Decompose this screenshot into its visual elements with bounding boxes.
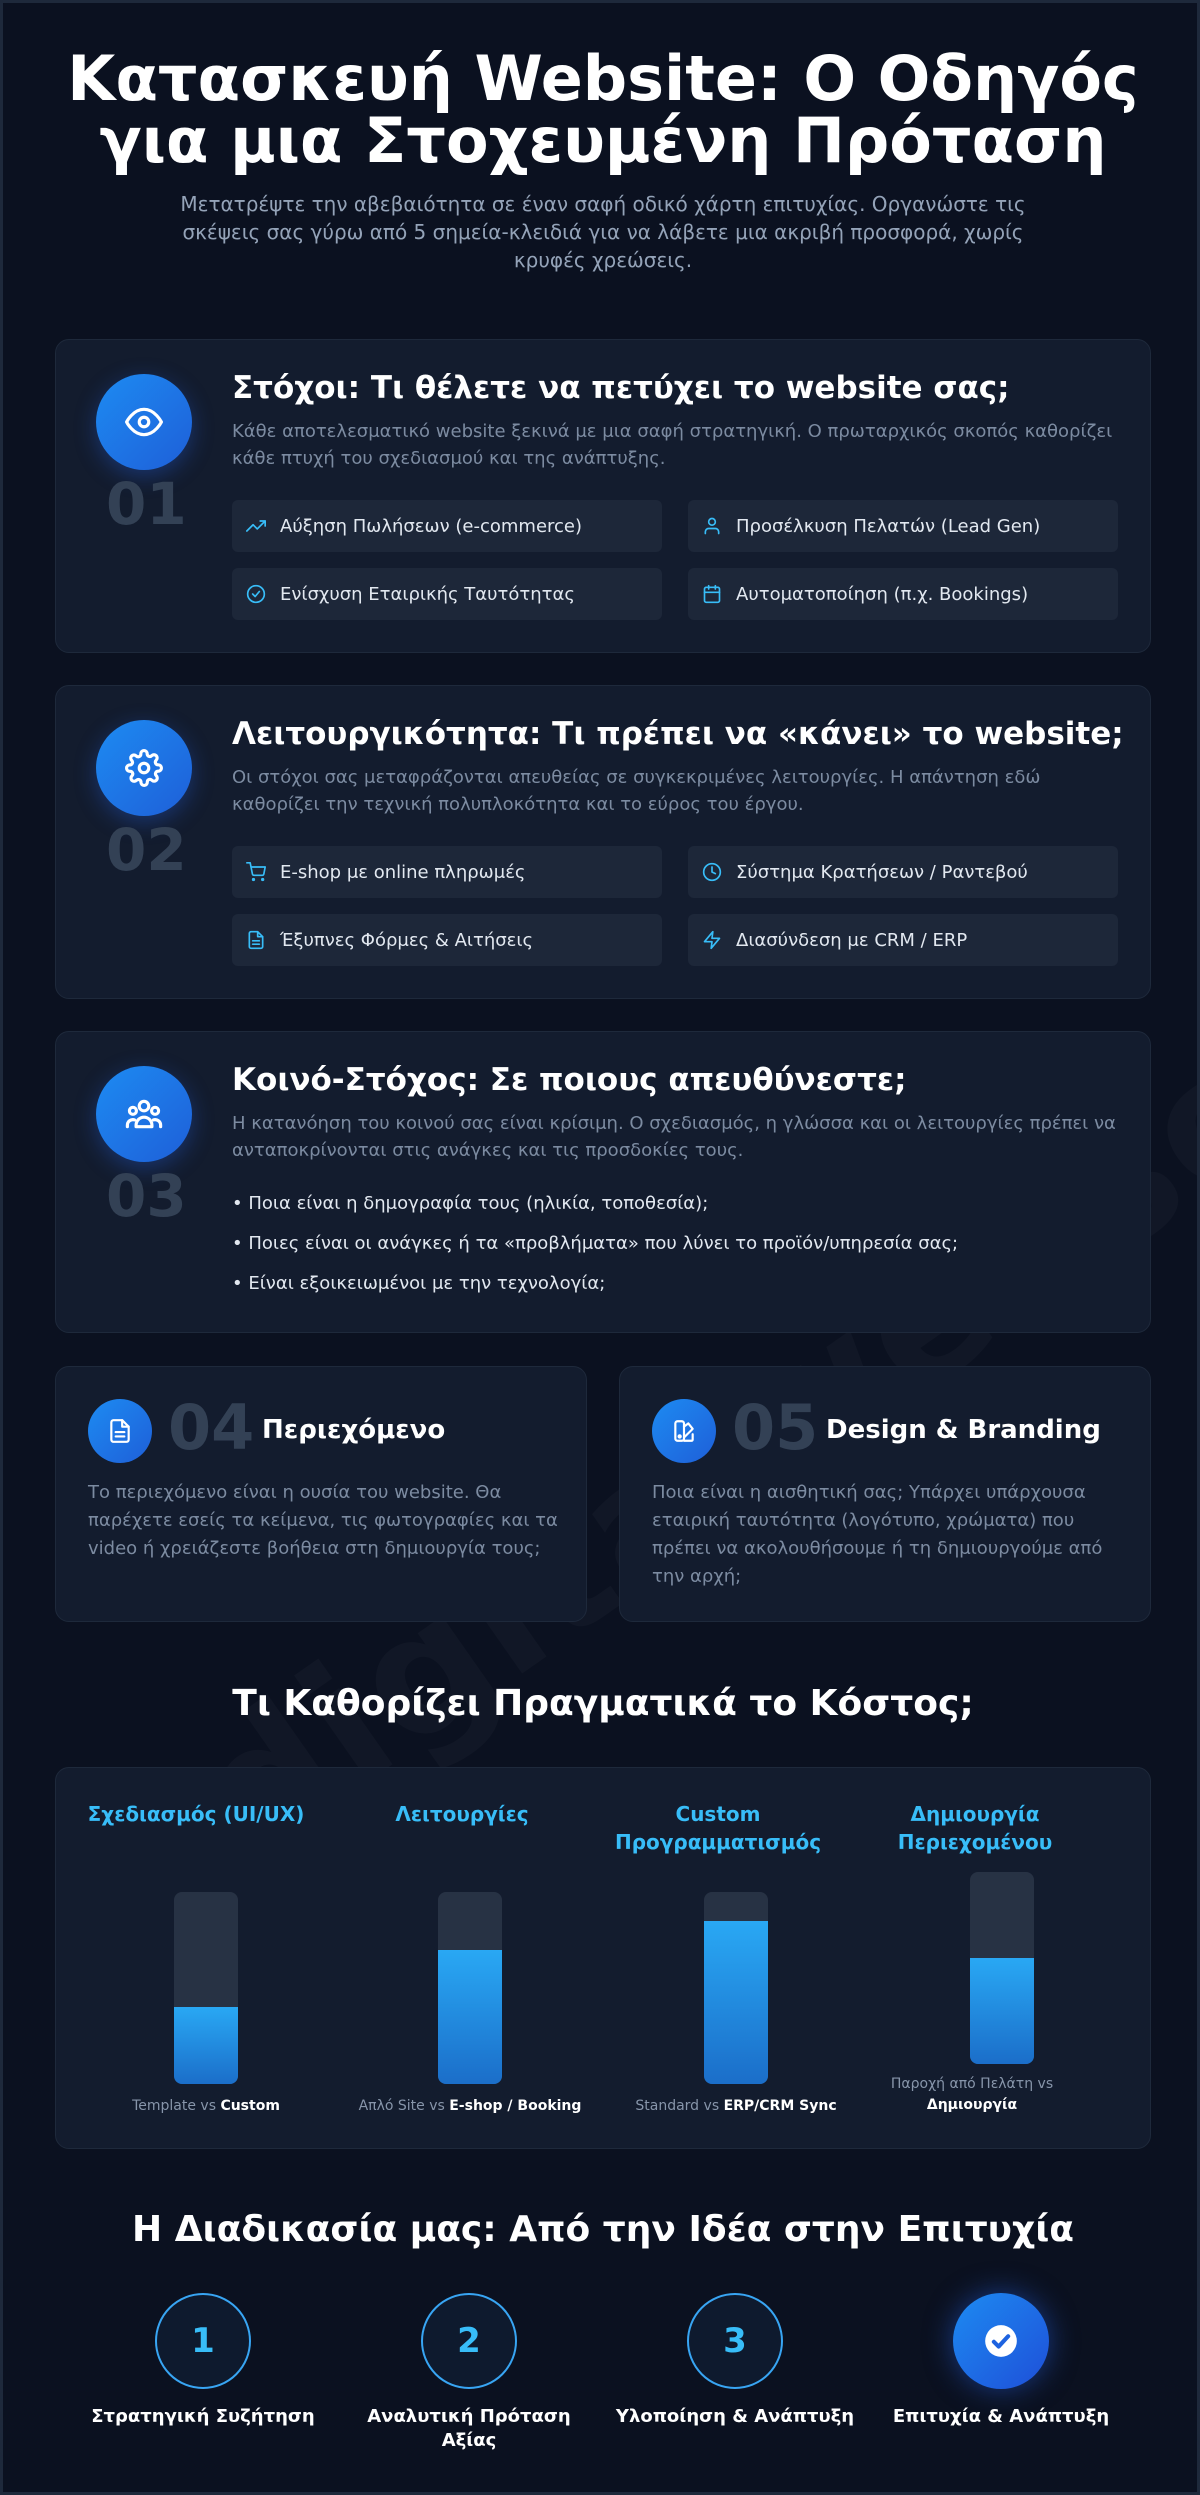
- cost-factor-title: [66, 1800, 326, 1828]
- chip-label: Αυτοματοποίηση (π.χ. Bookings): [736, 583, 1029, 605]
- cost-range-label: Template vs Custom: [132, 2098, 280, 2114]
- cost-factor-title: [880, 1800, 1070, 1856]
- step-label: Στρατηγική Συζήτηση: [91, 2406, 315, 2427]
- cost-bar: [438, 1892, 502, 2084]
- cost-range-label: Standard vs ERP/CRM Sync: [635, 2098, 837, 2114]
- step-label: Αναλυτική Πρόταση Αξίας: [367, 2406, 571, 2451]
- section-title: Κοινό-Στόχος: Σε ποιους απευθύνεστε;: [232, 1062, 907, 1098]
- cost-bar-fill: [704, 1921, 768, 2084]
- document-icon: [246, 930, 266, 950]
- section-description: Ποια είναι η αισθητική σας; Υπάρχει υπάρχουσα εταιρική ταυτότητα (λογότυπο, χρώματα) που πρέπει να ακολουθήσουμε ή τη δημιουργούμε από την αρχή;: [652, 1482, 1103, 1587]
- document-icon: [88, 1399, 152, 1463]
- chip-label: Έξυπνες Φόρμες & Αιτήσεις: [280, 929, 534, 951]
- chip-label: Αύξηση Πωλήσεων (e-commerce): [280, 515, 583, 537]
- section-title: Λειτουργικότητα: Τι πρέπει να «κάνει» το website;: [232, 716, 1124, 752]
- goal-chip: [688, 568, 1118, 620]
- cart-icon: [246, 862, 266, 882]
- list-item: • Είναι εξοικειωμένοι με την τεχνολογία;: [232, 1273, 606, 1294]
- feature-chip: [232, 914, 662, 966]
- cost-factor-title: [608, 1800, 828, 1856]
- section-title: Design & Branding: [826, 1415, 1101, 1445]
- factor-title: Λειτουργίες: [395, 1802, 529, 1826]
- process-step: [83, 2293, 323, 2429]
- chip-label: E-shop με online πληρωμές: [280, 861, 526, 883]
- process-step: [349, 2293, 589, 2453]
- section-description: Κάθε αποτελεσματικό website ξεκινά με μια σαφή στρατηγική. Ο πρωταρχικός σκοπός καθορίζει κάθε πτυχή του σχεδιασμού και της ανάπτυξης.: [232, 421, 1113, 469]
- section-audience: [55, 1031, 1151, 1333]
- section-design: [619, 1366, 1151, 1622]
- goal-chip: [232, 568, 662, 620]
- cost-bar: [970, 1872, 1034, 2064]
- section-description: Οι στόχοι σας μεταφράζονται απευθείας σε συγκεκριμένες λειτουργίες. Η απάντηση εδώ καθορίζει την τεχνική πολυπλοκότητα και το εύρος του έργου.: [232, 767, 1041, 815]
- step-label: Επιτυχία & Ανάπτυξη: [892, 2406, 1110, 2427]
- lightning-icon: [702, 930, 722, 950]
- clock-icon: [702, 862, 722, 882]
- palette-icon: [652, 1399, 716, 1463]
- trending-up-icon: [246, 516, 266, 536]
- cost-bar-fill: [438, 1950, 502, 2084]
- cost-bar: [174, 1892, 238, 2084]
- audience-questions: [232, 1184, 958, 1304]
- section-description: Το περιεχόμενο είναι η ουσία του website. Θα παρέχετε εσείς τα κείμενα, τις φωτογραφίες και τα video ή χρειάζεστε βοήθεια στη δημιουργία τους;: [88, 1482, 558, 1559]
- cost-bar: [704, 1892, 768, 2084]
- factor-title: Σχεδιασμός (UI/UX): [87, 1802, 305, 1826]
- process-step: [615, 2293, 855, 2429]
- cost-bar-fill: [970, 1958, 1034, 2064]
- chip-label: Προσέλκυση Πελατών (Lead Gen): [736, 515, 1041, 537]
- check-circle-icon: [246, 584, 266, 604]
- section-number: 03: [106, 1162, 187, 1230]
- step-marker: 2: [421, 2293, 517, 2389]
- section-description: Η κατανόηση του κοινού σας είναι κρίσιμη. Ο σχεδιασμός, η γλώσσα και οι λειτουργίες πρέπει να ανταποκρίνονται στις ανάγκες και τις προσδοκίες τους.: [232, 1113, 1116, 1161]
- feature-chip: [232, 846, 662, 898]
- eye-icon: [96, 374, 192, 470]
- users-icon: [96, 1066, 192, 1162]
- cost-range-label: Απλό Site vs E-shop / Booking: [358, 2098, 582, 2114]
- factor-title: Custom Προγραμματισμός: [614, 1802, 822, 1854]
- step-marker: 3: [687, 2293, 783, 2389]
- list-item: • Ποιες είναι οι ανάγκες ή τα «προβλήματα» που λύνει το προϊόν/υπηρεσία σας;: [232, 1233, 959, 1254]
- cost-section-title: Τι Καθορίζει Πραγματικά το Κόστος;: [232, 1683, 974, 1724]
- section-number: 05: [732, 1391, 819, 1464]
- cost-bar-fill: [174, 2007, 238, 2084]
- gear-icon: [96, 720, 192, 816]
- feature-chip: [688, 846, 1118, 898]
- page-title: Κατασκευή Website: Ο Οδηγός για μια Στοχευμένη Πρόταση: [67, 42, 1139, 177]
- section-functionality: [55, 685, 1151, 999]
- section-title: Περιεχόμενο: [262, 1415, 446, 1445]
- step-label: Υλοποίηση & Ανάπτυξη: [615, 2406, 855, 2427]
- process-step: [881, 2293, 1121, 2429]
- check-icon: [953, 2293, 1049, 2389]
- section-number: 01: [106, 470, 187, 538]
- chip-label: Διασύνδεση με CRM / ERP: [736, 929, 968, 951]
- section-number: 02: [106, 816, 187, 884]
- feature-chip: [688, 914, 1118, 966]
- cost-factor-title: [332, 1800, 592, 1828]
- hero: [3, 42, 1200, 274]
- list-item: • Ποια είναι η δημογραφία τους (ηλικία, τοποθεσία);: [232, 1193, 709, 1214]
- section-number: 04: [168, 1391, 255, 1464]
- step-marker: 1: [155, 2293, 251, 2389]
- process-section-title: Η Διαδικασία μας: Από την Ιδέα στην Επιτυχία: [132, 2209, 1074, 2250]
- goal-chip: [688, 500, 1118, 552]
- cost-factors-panel: [55, 1767, 1151, 2149]
- user-icon: [702, 516, 722, 536]
- cost-range-label: Παροχή από Πελάτη vs Δημιουργία: [890, 2076, 1054, 2113]
- section-goals: [55, 339, 1151, 653]
- chip-label: Ενίσχυση Εταιρικής Ταυτότητας: [280, 583, 575, 605]
- calendar-icon: [702, 584, 722, 604]
- goal-chip: [232, 500, 662, 552]
- page-subtitle: Μετατρέψτε την αβεβαιότητα σε έναν σαφή οδικό χάρτη επιτυχίας. Οργανώστε τις σκέψεις σας γύρω από 5 σημεία-κλειδιά για να λάβετε μια ακριβή προσφορά, χωρίς κρυφές χρεώσεις.: [180, 192, 1026, 272]
- section-content: [55, 1366, 587, 1622]
- factor-title: Δημιουργία Περιεχομένου: [897, 1802, 1053, 1854]
- section-title: Στόχοι: Τι θέλετε να πετύχει το website σας;: [232, 370, 1010, 406]
- chip-label: Σύστημα Κρατήσεων / Ραντεβού: [736, 861, 1028, 883]
